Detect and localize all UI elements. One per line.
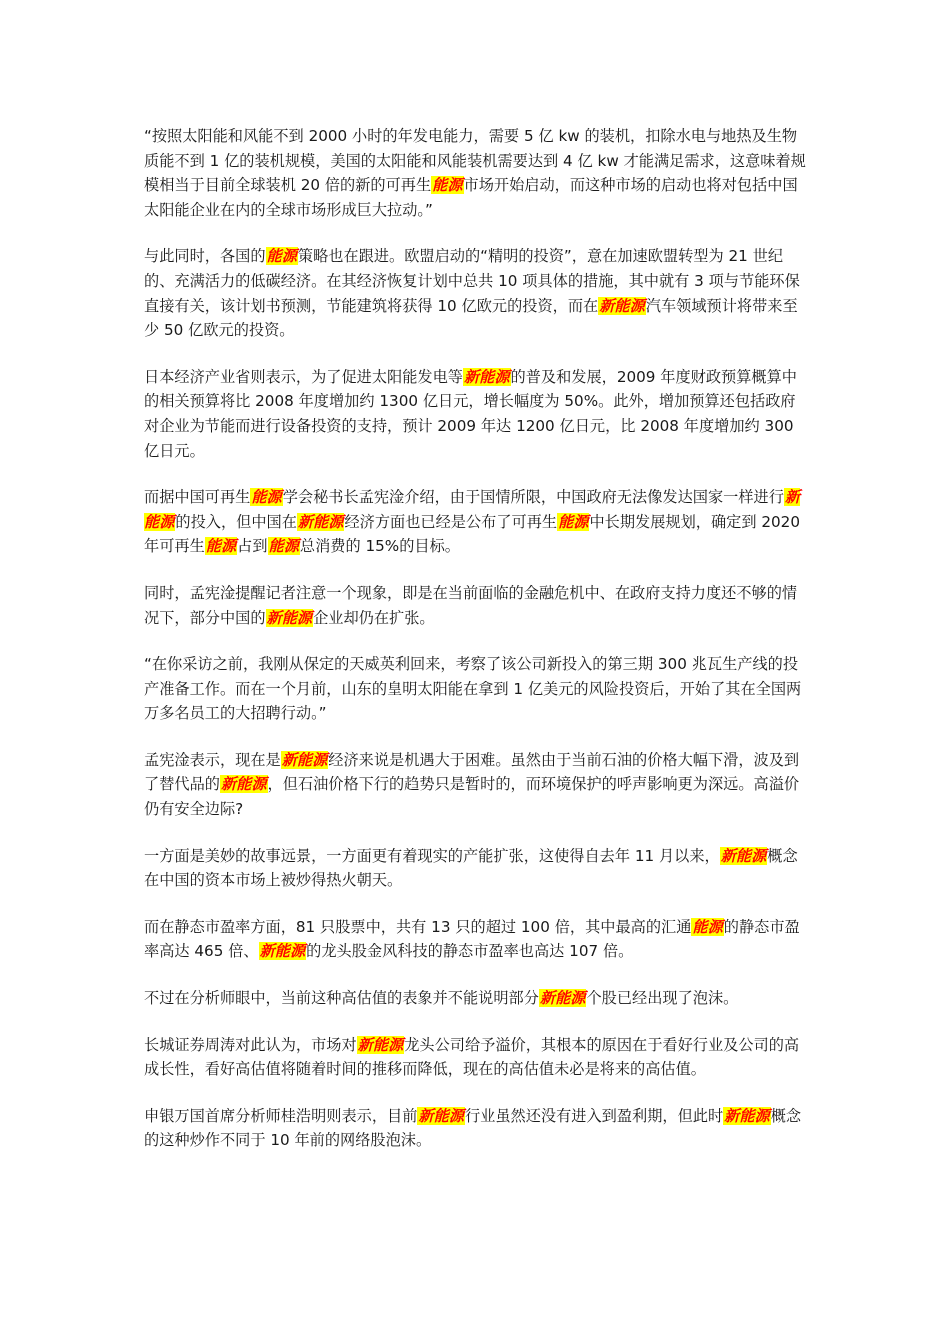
paragraph-text: 经济来说是机遇大于困难。虽然由于当前石油的价格大幅下滑，波及到了替代品的 (144, 750, 800, 794)
paragraph-text: 的投入，但中国在 (175, 512, 297, 531)
paragraph-text: “按照太阳能和风能不到 2000 小时的年发电能力，需要 5 亿 kw 的装机，扣除水电与地热及生物质能不到 1 亿的装机规模，美国的太阳能和风能装机需要达到 4 亿 kw 才能满足需求，这意味着规模相当于目前全球装机 20 倍的新的可再生 (144, 127, 806, 195)
keyword-highlight: 新能源 (259, 942, 306, 961)
paragraph (144, 1033, 810, 1082)
paragraph-text: 概念的这种炒作不同于 10 年前的网络股泡沫。 (144, 1106, 802, 1150)
paragraph (144, 244, 810, 342)
paragraph (144, 365, 810, 463)
keyword-highlight: 新能源 (720, 846, 767, 865)
keyword-highlight: 新能源 (463, 367, 510, 386)
paragraph-text: 概念在中国的资本市场上被炒得热火朝天。 (144, 846, 798, 890)
paragraph-text: 长城证券周涛对此认为，市场对 (144, 1035, 357, 1054)
paragraph-text: 同时，孟宪淦提醒记者注意一个现象，即是在当前面临的金融危机中、在政府支持力度还不够的情况下，部分中国的 (144, 583, 798, 627)
paragraph (144, 652, 810, 726)
paragraph-text: 一方面是美妙的故事远景，一方面更有着现实的产能扩张，这使得自去年 11 月以来， (144, 846, 720, 865)
paragraph-text: 市场开始启动，而这种市场的启动也将对包括中国太阳能企业在内的全球市场形成巨大拉动。” (144, 176, 798, 219)
keyword-highlight: 新能源 (724, 1106, 770, 1125)
keyword-highlight: 能源 (268, 537, 299, 556)
keyword-highlight: 能源 (558, 512, 589, 531)
paragraph-text: “在你采访之前，我刚从保定的天威英利回来，考察了该公司新投入的第三期 300 兆瓦生产线的投产准备工作。而在一个月前，山东的皇明太阳能在拿到 1 亿美元的风险投资后，开始了其在全国两万多名员工的大招聘行动。” (144, 655, 802, 723)
article-body (144, 124, 810, 1153)
paragraph-text: 策略也在跟进。欧盟启动的“精明的投资”，意在加速欧盟转型为 21 世纪的、充满活力的低碳经济。在其经济恢复计划中总共 10 项具体的措施，其中就有 3 项与节能环保直接有关，该计划书预测，节能建筑将获得 10 亿欧元的投资，而在 (144, 247, 800, 315)
paragraph-text: 行业虽然还没有进入到盈利期，但此时 (464, 1106, 724, 1125)
paragraph (144, 485, 810, 559)
paragraph-text: 的静态市盈率高达 465 倍、 (144, 917, 800, 961)
keyword-highlight: 新能源 (357, 1035, 404, 1054)
paragraph-text: 总消费的 15%的目标。 (299, 537, 460, 556)
paragraph-text: 企业却仍在扩张。 (313, 608, 435, 627)
keyword-highlight: 新能源 (418, 1106, 464, 1125)
paragraph-text: 龙头公司给予溢价，其根本的原因在于看好行业及公司的高成长性，看好高估值将随着时间的推移而降低，现在的高估值未必是将来的高估值。 (144, 1035, 800, 1079)
paragraph-text: 与此同时，各国的 (144, 247, 266, 266)
paragraph-text: 而据中国可再生 (144, 488, 251, 507)
keyword-highlight: 能源 (432, 176, 463, 195)
paragraph-text: 孟宪淦表示，现在是 (144, 750, 281, 769)
keyword-highlight: 能源 (205, 537, 237, 556)
paragraph (144, 581, 810, 630)
paragraph-text: 中长期发展规划，确定到 2020 年可再生 (144, 512, 800, 556)
keyword-highlight: 能源 (692, 917, 723, 936)
keyword-highlight: 新能源 (297, 512, 344, 531)
paragraph (144, 124, 810, 222)
keyword-highlight: 新能源 (599, 296, 645, 315)
paragraph-text: 申银万国首席分析师桂浩明则表示，目前 (144, 1106, 418, 1125)
paragraph-text: 汽车领域预计将带来至少 50 亿欧元的投资。 (144, 296, 798, 340)
paragraph-text: 不过在分析师眼中，当前这种高估值的表象并不能说明部分 (144, 989, 539, 1008)
keyword-highlight: 新能源 (220, 775, 267, 794)
paragraph (144, 915, 810, 964)
keyword-highlight: 新能源 (281, 750, 328, 769)
paragraph-text: 日本经济产业省则表示，为了促进太阳能发电等 (144, 367, 463, 386)
paragraph-text: 经济方面也已经是公布了可再生 (344, 512, 558, 531)
paragraph-text: 而在静态市盈率方面，81 只股票中，共有 13 只的超过 100 倍，其中最高的汇通 (144, 917, 692, 936)
keyword-highlight: 能源 (266, 247, 297, 266)
keyword-highlight: 能源 (251, 488, 282, 507)
paragraph (144, 986, 810, 1011)
paragraph-text: 占到 (237, 537, 268, 556)
paragraph (144, 748, 810, 822)
paragraph-text: ，但石油价格下行的趋势只是暂时的，而环境保护的呼声影响更为深远。高溢价仍有安全边际? (144, 775, 800, 819)
paragraph-text: 的龙头股金风科技的静态市盈率也高达 107 倍。 (306, 942, 634, 961)
keyword-highlight: 新能源 (266, 608, 313, 627)
keyword-highlight: 新能源 (539, 989, 586, 1008)
paragraph-text: 的普及和发展，2009 年度财政预算概算中的相关预算将比 2008 年度增加约 1300 亿日元，增长幅度为 50%。此外，增加预算还包括政府对企业为节能而进行设备投资的支持，预计 2009 年达 1200 亿日元，比 2008 年度增加约 300 亿日元。 (144, 367, 797, 460)
paragraph-text: 个股已经出现了泡沫。 (586, 989, 739, 1008)
paragraph-text: 学会秘书长孟宪淦介绍，由于国情所限，中国政府无法像发达国家一样进行 (282, 488, 784, 507)
paragraph (144, 844, 810, 893)
keyword-highlight: 新能源 (144, 488, 801, 531)
paragraph (144, 1104, 810, 1153)
